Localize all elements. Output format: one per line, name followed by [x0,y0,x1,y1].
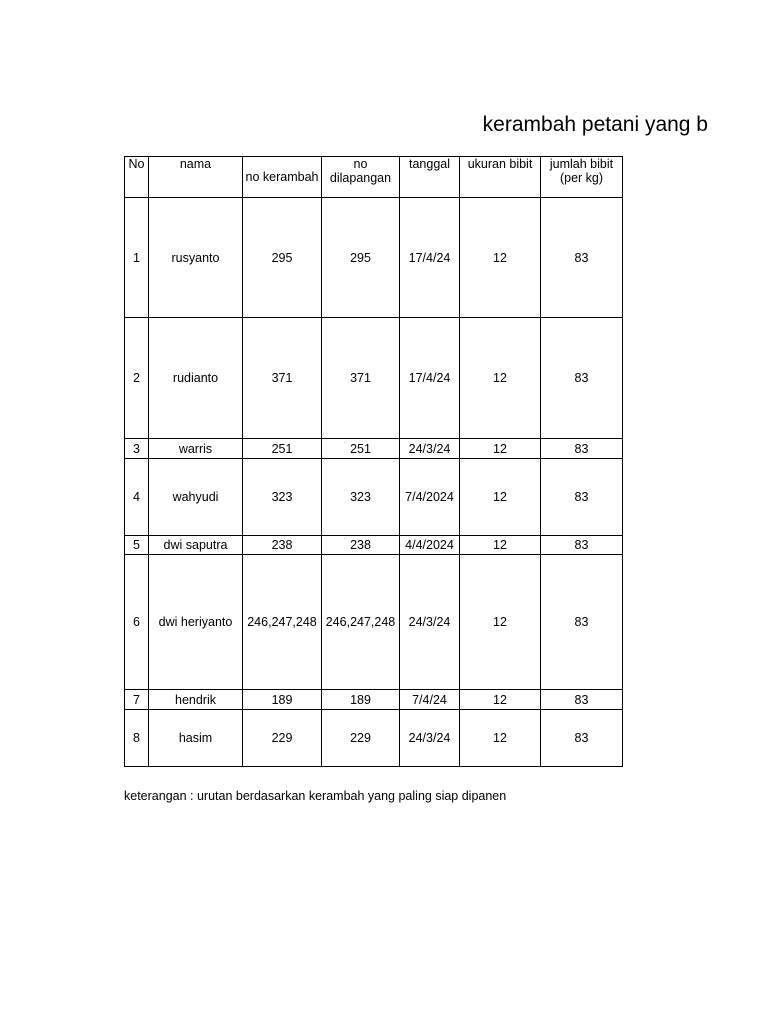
cell-no-dilapangan: 246,247,248 [322,555,400,690]
cell-no-dilapangan: 238 [322,536,400,555]
cell-nama: hendrik [149,690,243,710]
page-title-area [300,110,708,142]
table-row [125,318,623,439]
cell-ukuran-bibit: 12 [460,459,541,536]
cell-no-dilapangan: 251 [322,439,400,459]
cell-jumlah-bibit: 83 [541,459,623,536]
cell-jumlah-bibit: 83 [541,555,623,690]
cell-no-kerambah: 251 [243,439,322,459]
cell-nama: rusyanto [149,198,243,318]
cell-nama: dwi heriyanto [149,555,243,690]
cell-no-kerambah: 295 [243,198,322,318]
cell-nama: dwi saputra [149,536,243,555]
table-row [125,536,623,555]
cell-no-dilapangan: 189 [322,690,400,710]
cell-tanggal: 7/4/2024 [400,459,460,536]
cell-tanggal: 24/3/24 [400,555,460,690]
cell-no-kerambah: 371 [243,318,322,439]
table-row [125,198,623,318]
cell-no: 5 [125,536,149,555]
cell-jumlah-bibit: 83 [541,710,623,767]
cell-ukuran-bibit: 12 [460,710,541,767]
table-row [125,710,623,767]
cell-tanggal: 24/3/24 [400,710,460,767]
cell-tanggal: 4/4/2024 [400,536,460,555]
page-title: kerambah petani yang b [482,113,708,136]
cell-jumlah-bibit: 83 [541,690,623,710]
cell-no-kerambah: 323 [243,459,322,536]
header-no-dilapangan: no dilapangan [322,157,400,198]
cell-ukuran-bibit: 12 [460,318,541,439]
header-no: No [125,157,149,198]
header-nama: nama [149,157,243,198]
seed-table [124,156,623,767]
cell-nama: rudianto [149,318,243,439]
cell-nama: wahyudi [149,459,243,536]
cell-no: 2 [125,318,149,439]
table-row [125,439,623,459]
cell-nama: warris [149,439,243,459]
cell-ukuran-bibit: 12 [460,198,541,318]
header-row [125,157,623,198]
cell-tanggal: 17/4/24 [400,318,460,439]
cell-ukuran-bibit: 12 [460,555,541,690]
cell-ukuran-bibit: 12 [460,690,541,710]
cell-no: 1 [125,198,149,318]
table-row [125,690,623,710]
cell-no-kerambah: 189 [243,690,322,710]
cell-tanggal: 17/4/24 [400,198,460,318]
cell-nama: hasim [149,710,243,767]
cell-no: 7 [125,690,149,710]
cell-jumlah-bibit: 83 [541,318,623,439]
cell-tanggal: 24/3/24 [400,439,460,459]
cell-jumlah-bibit: 83 [541,198,623,318]
header-no-kerambah: no kerambah [243,157,322,198]
cell-no: 3 [125,439,149,459]
cell-tanggal: 7/4/24 [400,690,460,710]
cell-no-dilapangan: 295 [322,198,400,318]
footnote: keterangan : urutan berdasarkan kerambah yang paling siap dipanen [124,789,507,803]
cell-no: 6 [125,555,149,690]
cell-no-dilapangan: 323 [322,459,400,536]
cell-ukuran-bibit: 12 [460,536,541,555]
cell-ukuran-bibit: 12 [460,439,541,459]
cell-no-dilapangan: 371 [322,318,400,439]
cell-jumlah-bibit: 83 [541,439,623,459]
cell-no-kerambah: 238 [243,536,322,555]
cell-no: 8 [125,710,149,767]
header-tanggal: tanggal [400,157,460,198]
cell-no: 4 [125,459,149,536]
cell-no-kerambah: 229 [243,710,322,767]
cell-no-dilapangan: 229 [322,710,400,767]
table-row [125,459,623,536]
cell-no-kerambah: 246,247,248 [243,555,322,690]
header-jumlah-bibit: jumlah bibit (per kg) [541,157,623,198]
header-ukuran-bibit: ukuran bibit [460,157,541,198]
cell-jumlah-bibit: 83 [541,536,623,555]
table-row [125,555,623,690]
